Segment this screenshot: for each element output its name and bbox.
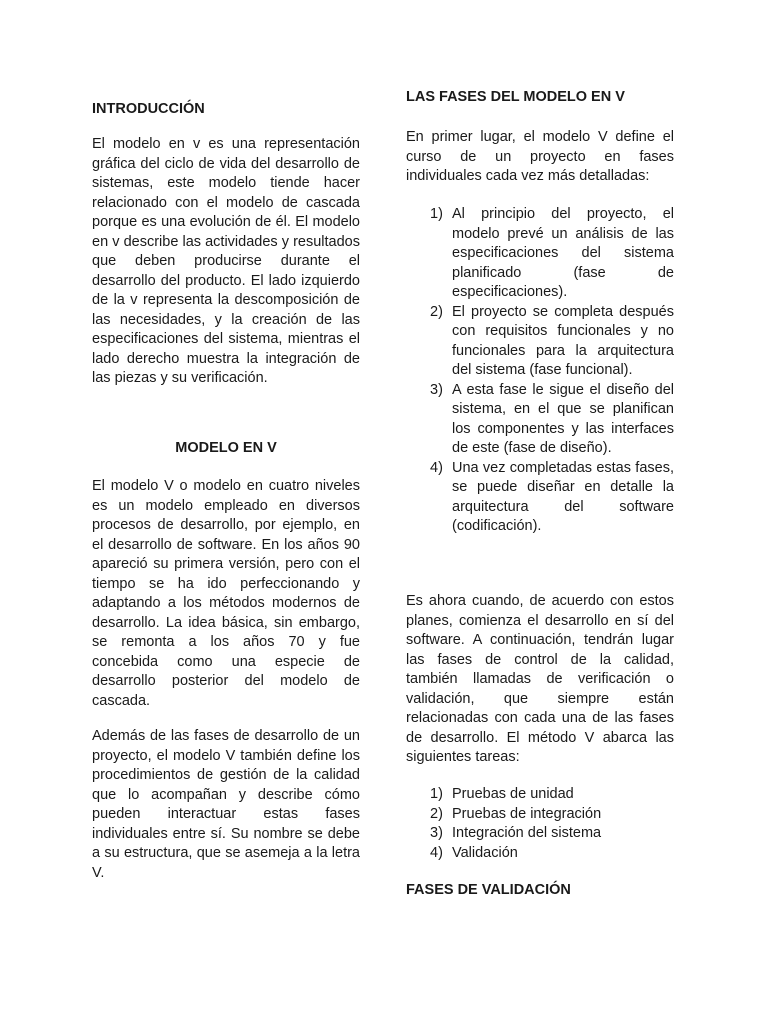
intro-paragraph: El modelo en v es una representación gráfica del ciclo de vida del desarrollo de sistemas, este modelo tiende hacer relacionado con el modelo de cascada porque es una evolución de él. El modelo en v describe las actividades y resultados que deben producirse durante el desarrollo del producto. El lado izquierdo de la v representa la descomposición de las necesidades, y la creación de las especificaciones del sistema, mientras el lado derecho muestra la integración de las piezas y su verificación. bbox=[92, 136, 360, 386]
validation-heading: FASES DE VALIDACIÓN bbox=[406, 882, 571, 898]
list-item: 4) Validación bbox=[430, 844, 518, 861]
model-paragraph-2: Además de las fases de desarrollo de un proyecto, el modelo V también define los procedimientos de gestión de la calidad que lo acompañan y describe cómo pueden interactuar estas fases individuales entre sí. Su nombre se debe a su estructura, que se asemeja a la letra V. bbox=[92, 728, 360, 881]
list-item: 4) Una vez completadas estas fases, se puede diseñar en detalle la arquitectura del software (codificación). bbox=[430, 459, 674, 534]
tasks-list bbox=[406, 785, 674, 863]
list-item: 1) Al principio del proyecto, el modelo prevé un análisis de las especificaciones del sistema planificado (fase de especificaciones). bbox=[430, 206, 674, 300]
list-item: 2) El proyecto se completa después con requisitos funcionales y no funcionales para la arquitectura del sistema (fase funcional). bbox=[430, 303, 674, 378]
list-item: 1) Pruebas de unidad bbox=[430, 786, 574, 802]
phases-intro: En primer lugar, el modelo V define el curso de un proyecto en fases individuales cada vez más detalladas: bbox=[406, 129, 674, 184]
model-heading: MODELO EN V bbox=[175, 440, 277, 456]
control-paragraph: Es ahora cuando, de acuerdo con estos planes, comienza el desarrollo en sí del software. A continuación, tendrán lugar las fases de control de la calidad, también llamadas de verificación o validación, que siempre están relacionadas con cada una de las fases de desarrollo. El método V abarca las siguientes tareas: bbox=[406, 593, 674, 765]
model-paragraph-1: El modelo V o modelo en cuatro niveles es un modelo empleado en diversos procesos de desarrollo, por ejemplo, en el desarrollo de software. En los años 90 apareció su primera versión, pero con el tiempo se ha ido perfeccionando y adaptando a los métodos modernos de desarrollo. La idea básica, sin embargo, se remonta a los años 70 y fue concebida como una especie de desarrollo posterior del modelo de cascada. bbox=[92, 478, 360, 709]
intro-heading: INTRODUCCIÓN bbox=[92, 101, 205, 117]
list-item: 3) Integración del sistema bbox=[430, 825, 602, 841]
list-item: 2) Pruebas de integración bbox=[430, 805, 602, 822]
phases-heading: LAS FASES DEL MODELO EN V bbox=[406, 89, 625, 105]
list-item: 3) A esta fase le sigue el diseño del sistema, en el que se planifican los componentes y las interfaces de este (fase de diseño). bbox=[430, 381, 674, 456]
phases-list bbox=[406, 205, 674, 537]
